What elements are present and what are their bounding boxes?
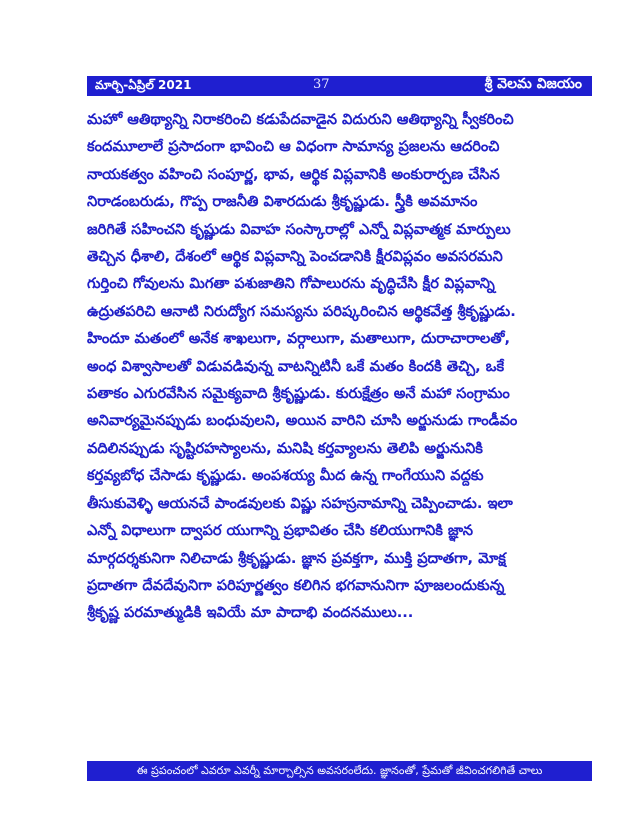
body-line: నిరాడంబరుడు, గొప్ప రాజనీతి విశారదుడు శ్రీకృష్ణుడు. స్త్రీకి అవమానం (87, 193, 478, 211)
body-line: మహో ఆతిథ్యాన్ని నిరాకరించి కడుపేదవాడైన విదురుని ఆతిథ్యాన్ని స్వీకరించి (87, 111, 514, 128)
body-line: జరిగితే సహించని కృష్ణుడు వివాహ సంస్కారాల్లో ఎన్నో విప్లవాత్మక మార్పులు (87, 220, 511, 238)
body-line: తీసుకువెళ్ళి ఆయనచే పాండవులకు విష్ణు సహస్రనామాన్ని చెప్పించాడు. ఇలా (87, 494, 513, 512)
page-number: 37 (313, 77, 330, 92)
body-line: శ్రీకృష్ణ పరమాత్ముడికి ఇవియే మా పాదాభి వందనములు... (87, 604, 414, 622)
body-line: కందమూలాలే ప్రసాదంగా భావించి ఆ విధంగా సామాన్య ప్రజలను ఆదరించి (87, 138, 500, 156)
header-bar (87, 76, 592, 96)
body-line: ప్రదాతగా దేవదేవునిగా పరిపూర్ణత్వం కలిగిన భగవానునిగా పూజలందుకున్న (87, 576, 505, 594)
article-body (87, 106, 593, 627)
footer-quote: ఈ ప్రపంచంలో ఎవరూ ఎవర్నీ మార్చాల్సిన అవసరంలేదు. జ్ఞానంతో, ప్రేమతో జీవించగలిగితే చాలు (136, 764, 543, 777)
body-line: పతాకం ఎగురవేసిన సమైక్యవాది శ్రీకృష్ణుడు. కురుక్షేత్రం అనే మహా సంగ్రామం (87, 385, 510, 403)
body-line: గుర్తించి గోవులను మిగతా పశుజాతిని గోపాలురను వృద్ధిచేసి క్షీర విప్లవాన్ని (87, 275, 495, 293)
body-line: ఎన్నో విధాలుగా ద్వాపర యుగాన్ని ప్రభావితం చేసి కలియుగానికి జ్ఞాన (87, 522, 473, 540)
body-line: నాయకత్వం వహించి సంపూర్ణ, భావ, ఆర్థిక విప్లవానికి అంకురార్పణ చేసిన (87, 165, 500, 183)
body-line: ఉద్రుతపరిచి ఆనాటి నిరుద్యోగ సమస్యను పరిష్కరించిన ఆర్థికవేత్త శ్రీకృష్ణుడు. (87, 302, 516, 320)
body-line: తెచ్చిన ధీశాలి, దేశంలో ఆర్థిక విప్లవాన్ని పెంచడానికి క్షీరవిప్లవం అవసరమని (87, 248, 503, 266)
body-line: వదిలినప్పుడు సృష్టిరహస్యాలను, మనిషి కర్తవ్యాలను తెలిపి అర్జునునికి (87, 439, 483, 457)
issue-date: మార్చి-ఏప్రిల్ 2021 (95, 78, 192, 92)
footer-bar (87, 761, 592, 781)
body-line: మార్గదర్శకునిగా నిలిచాడు శ్రీకృష్ణుడు. జ్ఞాన ప్రవక్తగా, ముక్తి ప్రదాతగా, మోక్ష (87, 549, 506, 567)
body-line: హిందూ మతంలో అనేక శాఖలుగా, వర్గాలుగా, మతాలుగా, దురాచారాలతో, (87, 330, 511, 348)
magazine-title: శ్రీ వెలమ విజయం (484, 76, 582, 92)
body-line: కర్తవ్యబోధ చేసాడు కృష్ణుడు. అంపశయ్య మీద ఉన్న గాంగేయుని వద్దకు (87, 467, 484, 485)
body-line: అంధ విశ్వాసాలతో విడువడివున్న వాటన్నిటినీ ఒకే మతం కిందకి తెచ్చి, ఒకే (87, 357, 505, 375)
body-line: అనివార్యమైనప్పుడు బంధువులని, అయిన వారిని చూసి అర్జునుడు గాండీవం (87, 412, 518, 430)
